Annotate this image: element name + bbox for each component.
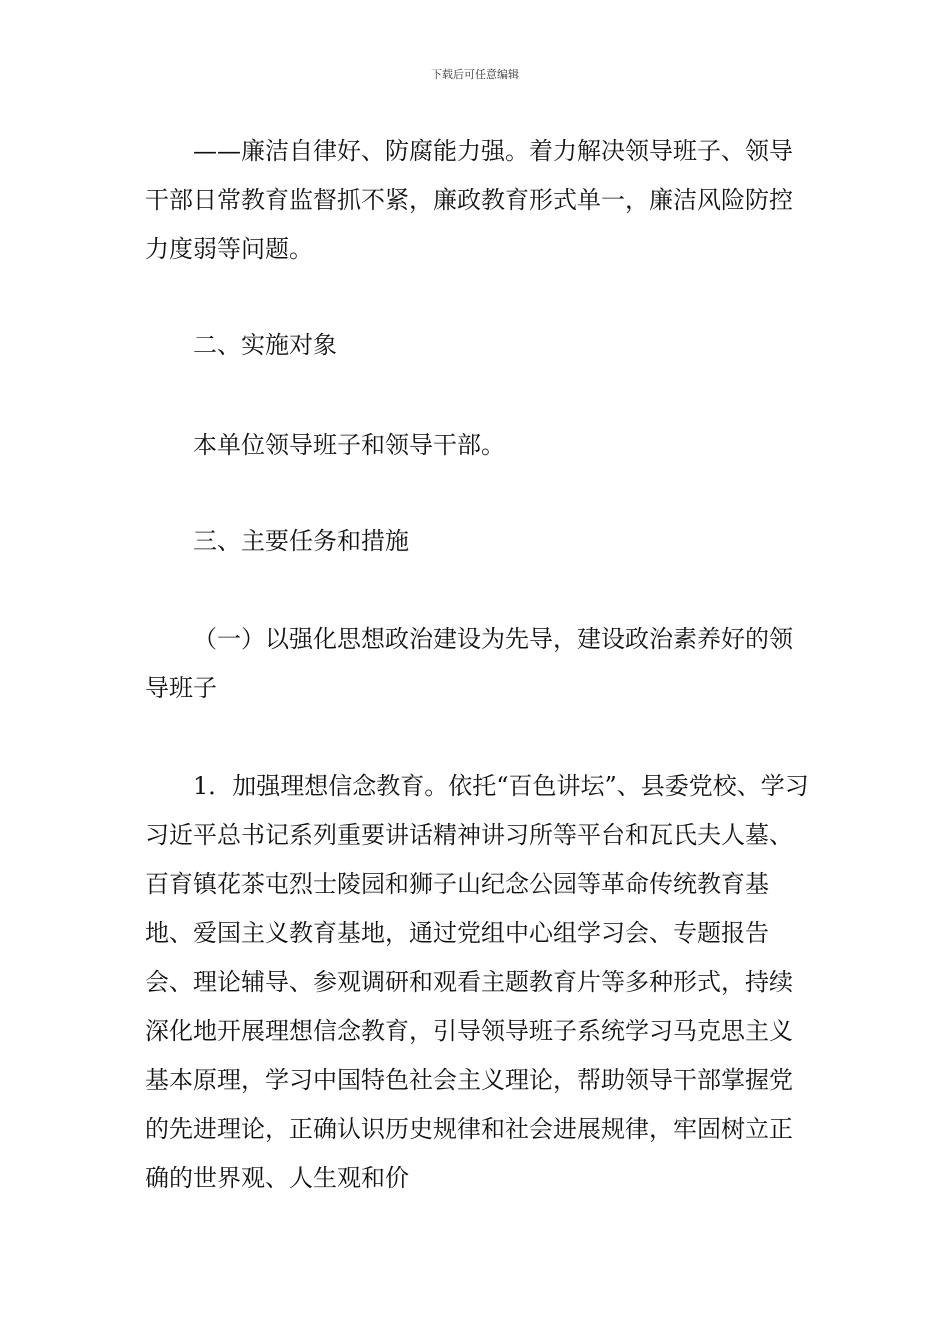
paragraph-ideals-education: 1．加强理想信念教育。依托“百色讲坛”、县委党校、学习习近平总书记系列重要讲话精神讲习所等平台和瓦氏夫人墓、百育镇花茶屯烈士陵园和狮子山纪念公园等革命传统教育基地、爱国主义教育基地，通过党组中心组学习会、专题报告会、理论辅导、参观调研和观看主题教育片等多种形式，持续深化地开展理想信念教育，引导领导班子系统学习马克思主义基本原理，学习中国特色社会主义理论，帮助领导干部掌握党的先进理论，正确认识历史规律和社会进展规律，牢固树立正确的世界观、人生观和价 — [145, 772, 809, 1192]
page-header: 下载后可任意编辑 — [431, 68, 519, 81]
subsection-heading-political: （一）以强化思想政治建设为先导，建设政治素养好的领导班子 — [145, 625, 793, 702]
section-heading-targets: 二、实施对象 — [193, 331, 337, 359]
paragraph-targets: 本单位领导班子和领导干部。 — [193, 431, 505, 459]
paragraph-integrity-goal: ——廉洁自律好、防腐能力强。着力解决领导班子、领导干部日常教育监督抓不紧，廉政教育形式单一，廉洁风险防控力度弱等问题。 — [145, 137, 793, 263]
section-heading-tasks: 三、主要任务和措施 — [193, 527, 409, 555]
document-body — [145, 127, 810, 1203]
